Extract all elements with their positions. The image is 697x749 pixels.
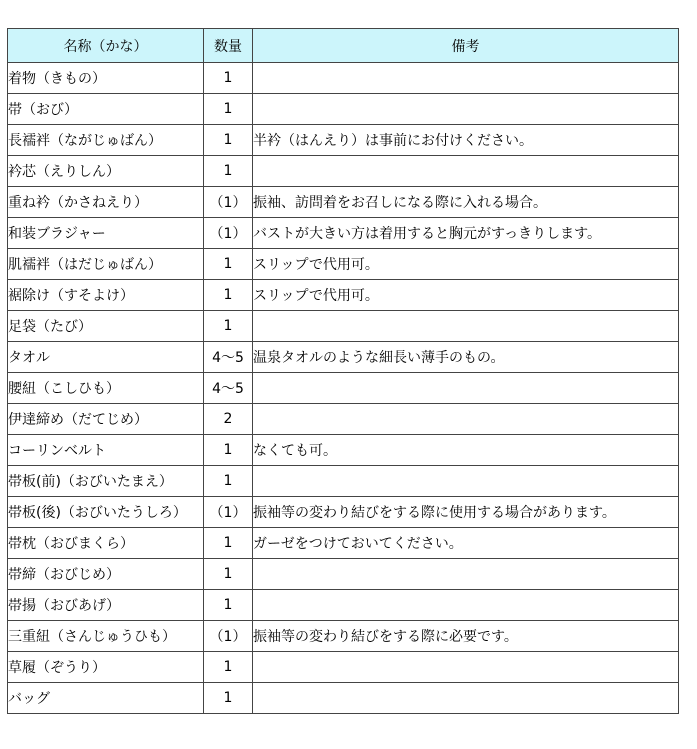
header-name: 名称（かな） xyxy=(8,29,204,63)
cell-note: なくても可。 xyxy=(253,435,679,466)
cell-note: 振袖、訪問着をお召しになる際に入れる場合。 xyxy=(253,187,679,218)
kimono-items-table xyxy=(7,28,679,714)
table-row xyxy=(8,249,679,280)
cell-name: バッグ xyxy=(8,683,204,714)
cell-note: 半衿（はんえり）は事前にお付けください。 xyxy=(253,125,679,156)
table-row xyxy=(8,497,679,528)
cell-name: 裾除け（すそよけ） xyxy=(8,280,204,311)
table-row xyxy=(8,590,679,621)
table-row xyxy=(8,187,679,218)
cell-note: スリップで代用可。 xyxy=(253,249,679,280)
cell-qty: （1） xyxy=(204,218,253,249)
cell-note xyxy=(253,559,679,590)
cell-qty: 1 xyxy=(204,125,253,156)
table-row xyxy=(8,218,679,249)
cell-name: 帯締（おびじめ） xyxy=(8,559,204,590)
cell-qty: 1 xyxy=(204,249,253,280)
cell-note xyxy=(253,63,679,94)
table-row xyxy=(8,342,679,373)
cell-name: 腰紐（こしひも） xyxy=(8,373,204,404)
header-note: 備考 xyxy=(253,29,679,63)
cell-note xyxy=(253,311,679,342)
table-row xyxy=(8,404,679,435)
cell-note: 温泉タオルのような細長い薄手のもの。 xyxy=(253,342,679,373)
header-qty: 数量 xyxy=(204,29,253,63)
cell-note: ガーゼをつけておいてください。 xyxy=(253,528,679,559)
cell-note xyxy=(253,590,679,621)
cell-note xyxy=(253,94,679,125)
cell-qty: （1） xyxy=(204,497,253,528)
table-row xyxy=(8,466,679,497)
cell-qty: 2 xyxy=(204,404,253,435)
cell-name: 帯枕（おびまくら） xyxy=(8,528,204,559)
cell-name: 三重紐（さんじゅうひも） xyxy=(8,621,204,652)
cell-note xyxy=(253,156,679,187)
table-row xyxy=(8,125,679,156)
cell-name: 重ね衿（かさねえり） xyxy=(8,187,204,218)
cell-qty: 1 xyxy=(204,683,253,714)
cell-note xyxy=(253,404,679,435)
cell-name: 帯板(前)（おびいたまえ） xyxy=(8,466,204,497)
cell-qty: 1 xyxy=(204,280,253,311)
table-row xyxy=(8,373,679,404)
cell-qty: 4～5 xyxy=(204,342,253,373)
cell-name: 足袋（たび） xyxy=(8,311,204,342)
cell-name: 帯板(後)（おびいたうしろ） xyxy=(8,497,204,528)
cell-name: タオル xyxy=(8,342,204,373)
cell-note: 振袖等の変わり結びをする際に必要です。 xyxy=(253,621,679,652)
cell-name: 長襦袢（ながじゅばん） xyxy=(8,125,204,156)
cell-name: 草履（ぞうり） xyxy=(8,652,204,683)
table-row xyxy=(8,63,679,94)
table-row xyxy=(8,435,679,466)
cell-note xyxy=(253,466,679,497)
cell-name: 肌襦袢（はだじゅばん） xyxy=(8,249,204,280)
cell-note: 振袖等の変わり結びをする際に使用する場合があります。 xyxy=(253,497,679,528)
cell-qty: 4～5 xyxy=(204,373,253,404)
cell-name: 衿芯（えりしん） xyxy=(8,156,204,187)
cell-name: 帯揚（おびあげ） xyxy=(8,590,204,621)
cell-note xyxy=(253,373,679,404)
cell-name: 和装ブラジャー xyxy=(8,218,204,249)
cell-name: コーリンベルト xyxy=(8,435,204,466)
cell-name: 帯（おび） xyxy=(8,94,204,125)
table-row xyxy=(8,652,679,683)
table-row xyxy=(8,528,679,559)
cell-qty: 1 xyxy=(204,156,253,187)
cell-qty: 1 xyxy=(204,528,253,559)
cell-qty: 1 xyxy=(204,590,253,621)
cell-qty: 1 xyxy=(204,466,253,497)
cell-note: スリップで代用可。 xyxy=(253,280,679,311)
cell-qty: （1） xyxy=(204,187,253,218)
cell-qty: 1 xyxy=(204,94,253,125)
cell-qty: （1） xyxy=(204,621,253,652)
cell-qty: 1 xyxy=(204,435,253,466)
cell-qty: 1 xyxy=(204,559,253,590)
table-row xyxy=(8,94,679,125)
table-row xyxy=(8,621,679,652)
cell-qty: 1 xyxy=(204,652,253,683)
cell-name: 伊達締め（だてじめ） xyxy=(8,404,204,435)
cell-qty: 1 xyxy=(204,311,253,342)
cell-note xyxy=(253,652,679,683)
cell-note: バストが大きい方は着用すると胸元がすっきりします。 xyxy=(253,218,679,249)
cell-qty: 1 xyxy=(204,63,253,94)
table-row xyxy=(8,559,679,590)
table-row xyxy=(8,156,679,187)
table-row xyxy=(8,280,679,311)
cell-note xyxy=(253,683,679,714)
table-header-row xyxy=(8,29,679,63)
table-row xyxy=(8,311,679,342)
table-row xyxy=(8,683,679,714)
cell-name: 着物（きもの） xyxy=(8,63,204,94)
